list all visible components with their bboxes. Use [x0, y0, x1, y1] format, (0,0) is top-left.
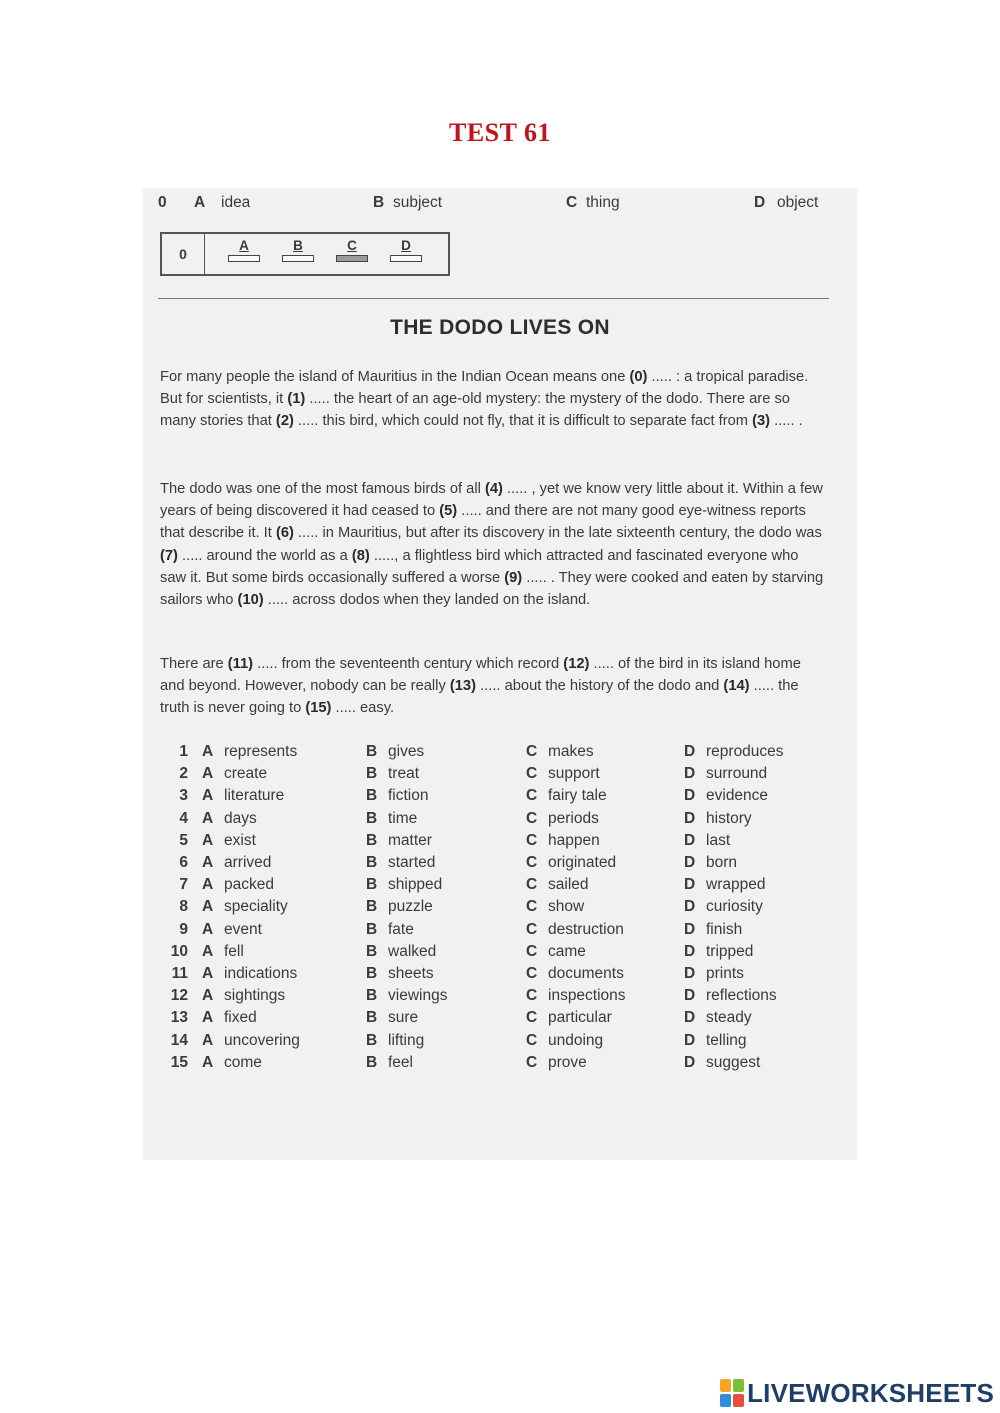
worksheet-scan — [143, 188, 857, 1160]
option-letter-a: A — [202, 1053, 214, 1071]
option-letter-a: A — [202, 854, 214, 872]
option-d: steady — [706, 1009, 752, 1027]
question-row — [158, 741, 826, 763]
gap-number: (7) — [160, 547, 178, 564]
answer-checkbox — [282, 255, 314, 262]
passage-text: ..... of the bird in its island home and beyond. However, nobody can be really — [160, 656, 801, 695]
option-d: prints — [706, 964, 744, 982]
option-letter-b: B — [366, 1009, 378, 1027]
passage-text: ..... and there are not many good eye-witness reports that describe it. It — [160, 503, 806, 542]
option-letter-b: B — [366, 787, 378, 805]
option-letter-c: C — [526, 920, 538, 938]
option-a: arrived — [224, 854, 272, 872]
passage-text: ..... in Mauritius, but after its discovery in the late sixteenth century, the dodo was — [293, 525, 822, 542]
gap-number: (4) — [484, 481, 503, 497]
option-c: periods — [548, 809, 599, 827]
option-a: represents — [224, 743, 298, 761]
question-number: 10 — [170, 942, 188, 960]
example-answer-a — [226, 238, 262, 262]
option-letter-c: C — [526, 987, 538, 1005]
question-row — [158, 830, 826, 852]
option-letter-d: D — [684, 876, 696, 894]
option-letter-c: C — [526, 743, 538, 761]
question-number: 2 — [179, 765, 188, 783]
gap-number: (5) — [439, 503, 458, 520]
question-row — [158, 1029, 826, 1051]
option-d: surround — [706, 765, 768, 783]
passage-text: ..... across dodos when they landed on the island. — [263, 592, 591, 609]
option-letter-d: D — [684, 1009, 696, 1027]
option-letter-b: B — [366, 876, 378, 894]
option-d: curiosity — [706, 898, 763, 916]
option-letter-a: A — [202, 765, 214, 783]
question-number: 12 — [170, 987, 188, 1005]
example-answer-number: 0 — [162, 234, 205, 274]
option-d: evidence — [706, 787, 769, 805]
option-b: fiction — [388, 787, 429, 805]
option-letter-b: B — [366, 809, 378, 827]
question-row — [158, 874, 826, 896]
option-b: shipped — [388, 876, 443, 894]
question-number: 13 — [170, 1009, 188, 1027]
option-letter-b: B — [366, 987, 378, 1005]
passage-text: ..... about the history of the dodo and — [476, 678, 724, 695]
passage-text: ..... . They were cooked and eaten by starving sailors who — [160, 569, 824, 609]
question-row — [158, 1052, 826, 1074]
option-a: speciality — [224, 898, 288, 916]
answer-checkbox-filled — [336, 255, 368, 262]
passage-text: ..... the truth is never going to — [160, 678, 799, 717]
passage-text: ..... the heart of an age-old mystery: the mystery of the dodo. There are so many stories that — [160, 391, 790, 430]
example-answer-box — [160, 232, 450, 276]
option-letter-d: D — [684, 854, 696, 872]
option-letter-d: D — [684, 743, 696, 761]
option-b: feel — [388, 1053, 413, 1071]
gap-number: (14) — [723, 678, 750, 695]
option-d: wrapped — [706, 876, 766, 894]
option-c: particular — [548, 1009, 612, 1027]
option-b: time — [388, 809, 418, 827]
passage-text: ..... this bird, which could not fly, that it is difficult to separate fact from — [293, 413, 753, 430]
option-a: exist — [224, 831, 256, 849]
option-c: destruction — [548, 920, 624, 938]
option-a: fell — [224, 942, 244, 960]
option-letter-b: B — [366, 831, 378, 849]
option-b: sure — [388, 1009, 419, 1027]
option-c: prove — [548, 1053, 587, 1071]
option-letter-c: C — [526, 964, 538, 982]
option-letter-a: A — [202, 942, 214, 960]
option-a: come — [224, 1053, 262, 1071]
option-d: last — [706, 831, 731, 849]
option-letter-d: D — [684, 898, 696, 916]
option-letter-d: D — [684, 964, 696, 982]
option-b: gives — [388, 743, 425, 761]
gap-number: (2) — [275, 413, 294, 430]
option-letter-a: A — [202, 1009, 214, 1027]
option-letter-b: B — [366, 765, 378, 783]
option-letter-d: D — [684, 920, 696, 938]
passage-paragraph-1 — [160, 366, 828, 433]
example-letter-a: A — [194, 194, 206, 211]
gap-number: (0) — [629, 369, 648, 385]
option-letter-b: B — [366, 964, 378, 982]
option-d: tripped — [706, 942, 754, 960]
gap-number: (9) — [504, 569, 523, 586]
option-letter-d: D — [684, 1053, 696, 1071]
option-b: fate — [388, 920, 414, 938]
option-letter-b: B — [366, 898, 378, 916]
passage-text: ..... from the seventeenth century which record — [253, 656, 564, 672]
option-letter-a: A — [202, 743, 214, 761]
question-number: 4 — [179, 809, 188, 827]
example-letter-b: B — [373, 194, 385, 211]
example-option-c: thing — [586, 194, 620, 211]
option-a: packed — [224, 876, 274, 894]
example-option-d: object — [777, 194, 819, 211]
passage-text: ..... , yet we know very little about it. Within a few years of being discovered it had ceased to — [160, 481, 823, 520]
option-b: treat — [388, 765, 420, 783]
option-letter-b: B — [366, 743, 378, 761]
option-letter-b: B — [366, 1053, 378, 1071]
gap-number: (15) — [305, 700, 332, 717]
example-options-row — [158, 194, 827, 218]
option-letter-d: D — [684, 1031, 696, 1049]
option-letter-b: B — [366, 942, 378, 960]
answer-letter: D — [401, 238, 411, 253]
example-letter-d: D — [754, 194, 766, 211]
option-letter-c: C — [526, 1009, 538, 1027]
example-option-b: subject — [393, 194, 443, 211]
option-letter-a: A — [202, 920, 214, 938]
question-row — [158, 808, 826, 830]
option-letter-c: C — [526, 876, 538, 894]
option-d: history — [706, 809, 752, 827]
passage-paragraph-3 — [160, 653, 828, 720]
option-c: inspections — [548, 987, 626, 1005]
question-row — [158, 941, 826, 963]
gap-number: (6) — [275, 525, 294, 542]
question-number: 11 — [171, 964, 188, 982]
option-b: started — [388, 854, 436, 872]
example-answer-b — [280, 238, 316, 262]
question-row — [158, 852, 826, 874]
option-b: sheets — [388, 964, 434, 982]
passage-text: ....., a flightless bird which attracted and fascinated everyone who saw it. But some birds occasionally suffered a worse — [160, 547, 799, 586]
option-letter-c: C — [526, 898, 538, 916]
option-letter-b: B — [366, 1031, 378, 1049]
gap-number: (10) — [237, 592, 264, 609]
passage-text: ..... : a tropical paradise. But for scientists, it — [160, 369, 809, 408]
question-number: 1 — [179, 743, 188, 761]
option-a: sightings — [224, 987, 286, 1005]
option-letter-d: D — [684, 831, 696, 849]
question-row — [158, 1007, 826, 1029]
question-row — [158, 985, 826, 1007]
option-letter-a: A — [202, 1031, 214, 1049]
example-answer-d — [388, 238, 424, 262]
answer-letter: C — [347, 238, 357, 253]
gap-number: (12) — [563, 656, 590, 672]
gap-number: (3) — [752, 413, 771, 430]
gap-number: (13) — [449, 678, 476, 695]
question-row — [158, 785, 826, 807]
question-number: 15 — [170, 1053, 188, 1071]
question-row — [158, 919, 826, 941]
option-letter-c: C — [526, 765, 538, 783]
passage-heading: THE DODO LIVES ON — [390, 316, 610, 339]
answer-checkbox — [390, 255, 422, 262]
option-c: show — [548, 898, 585, 916]
question-number: 3 — [179, 787, 188, 805]
option-d: telling — [706, 1031, 747, 1049]
option-b: matter — [388, 831, 432, 849]
option-c: sailed — [548, 876, 589, 894]
option-c: fairy tale — [548, 787, 607, 805]
answer-checkbox — [228, 255, 260, 262]
option-a: indications — [224, 964, 298, 982]
question-number: 9 — [179, 920, 188, 938]
option-letter-c: C — [526, 1031, 538, 1049]
example-number: 0 — [158, 194, 167, 211]
option-letter-a: A — [202, 964, 214, 982]
option-c: documents — [548, 964, 624, 982]
option-a: literature — [224, 787, 285, 805]
option-a: event — [224, 920, 262, 938]
option-letter-c: C — [526, 854, 538, 872]
question-row — [158, 896, 826, 918]
gap-number: (8) — [351, 547, 370, 564]
passage-text: There are — [160, 656, 228, 672]
option-letter-d: D — [684, 942, 696, 960]
question-row — [158, 763, 826, 785]
example-option-a: idea — [221, 194, 251, 211]
option-letter-c: C — [526, 831, 538, 849]
question-number: 8 — [179, 898, 188, 916]
liveworksheets-brand — [720, 1377, 994, 1409]
passage-text: ..... easy. — [331, 700, 395, 717]
liveworksheets-logo-icon — [720, 1379, 744, 1407]
gap-number: (1) — [287, 391, 306, 408]
option-letter-c: C — [526, 942, 538, 960]
option-b: viewings — [388, 987, 448, 1005]
option-d: reflections — [706, 987, 777, 1005]
option-letter-d: D — [684, 787, 696, 805]
test-title: TEST 61 — [448, 118, 551, 147]
passage-text: ..... . — [770, 413, 803, 430]
option-a: create — [224, 765, 268, 783]
option-d: reproduces — [706, 743, 784, 761]
options-table — [158, 741, 826, 1074]
option-letter-b: B — [366, 920, 378, 938]
passage-text: ..... around the world as a — [177, 547, 352, 564]
option-c: happen — [548, 831, 600, 849]
option-letter-c: C — [526, 1053, 538, 1071]
option-letter-a: A — [202, 809, 214, 827]
option-letter-a: A — [202, 831, 214, 849]
question-number: 6 — [179, 854, 188, 872]
option-letter-d: D — [684, 765, 696, 783]
option-d: born — [706, 854, 738, 872]
passage-text: The dodo was one of the most famous birds of all — [160, 481, 485, 497]
option-c: originated — [548, 854, 617, 872]
option-letter-a: A — [202, 876, 214, 894]
option-letter-c: C — [526, 809, 538, 827]
option-letter-d: D — [684, 809, 696, 827]
option-b: lifting — [388, 1031, 425, 1049]
option-a: uncovering — [224, 1031, 300, 1049]
option-b: walked — [388, 942, 437, 960]
option-c: came — [548, 942, 586, 960]
option-a: days — [224, 809, 257, 827]
passage-text: For many people the island of Mauritius in the Indian Ocean means one — [160, 369, 630, 385]
option-d: suggest — [706, 1053, 761, 1071]
section-divider — [158, 298, 829, 299]
option-c: support — [548, 765, 600, 783]
answer-letter: B — [293, 238, 303, 253]
example-answer-c — [334, 238, 370, 262]
gap-number: (11) — [227, 656, 254, 672]
option-c: makes — [548, 743, 594, 761]
question-row — [158, 963, 826, 985]
example-letter-c: C — [566, 194, 578, 211]
option-letter-d: D — [684, 987, 696, 1005]
option-letter-a: A — [202, 898, 214, 916]
option-letter-a: A — [202, 787, 214, 805]
question-number: 7 — [179, 876, 188, 894]
answer-letter: A — [239, 238, 249, 253]
passage-paragraph-2 — [160, 478, 828, 611]
option-b: puzzle — [388, 898, 433, 916]
option-c: undoing — [548, 1031, 604, 1049]
option-letter-c: C — [526, 787, 538, 805]
option-letter-b: B — [366, 854, 378, 872]
brand-text: LIVEWORKSHEETS — [747, 1377, 994, 1408]
question-number: 5 — [179, 831, 188, 849]
option-a: fixed — [224, 1009, 257, 1027]
option-d: finish — [706, 920, 743, 938]
option-letter-a: A — [202, 987, 214, 1005]
question-number: 14 — [170, 1031, 188, 1049]
